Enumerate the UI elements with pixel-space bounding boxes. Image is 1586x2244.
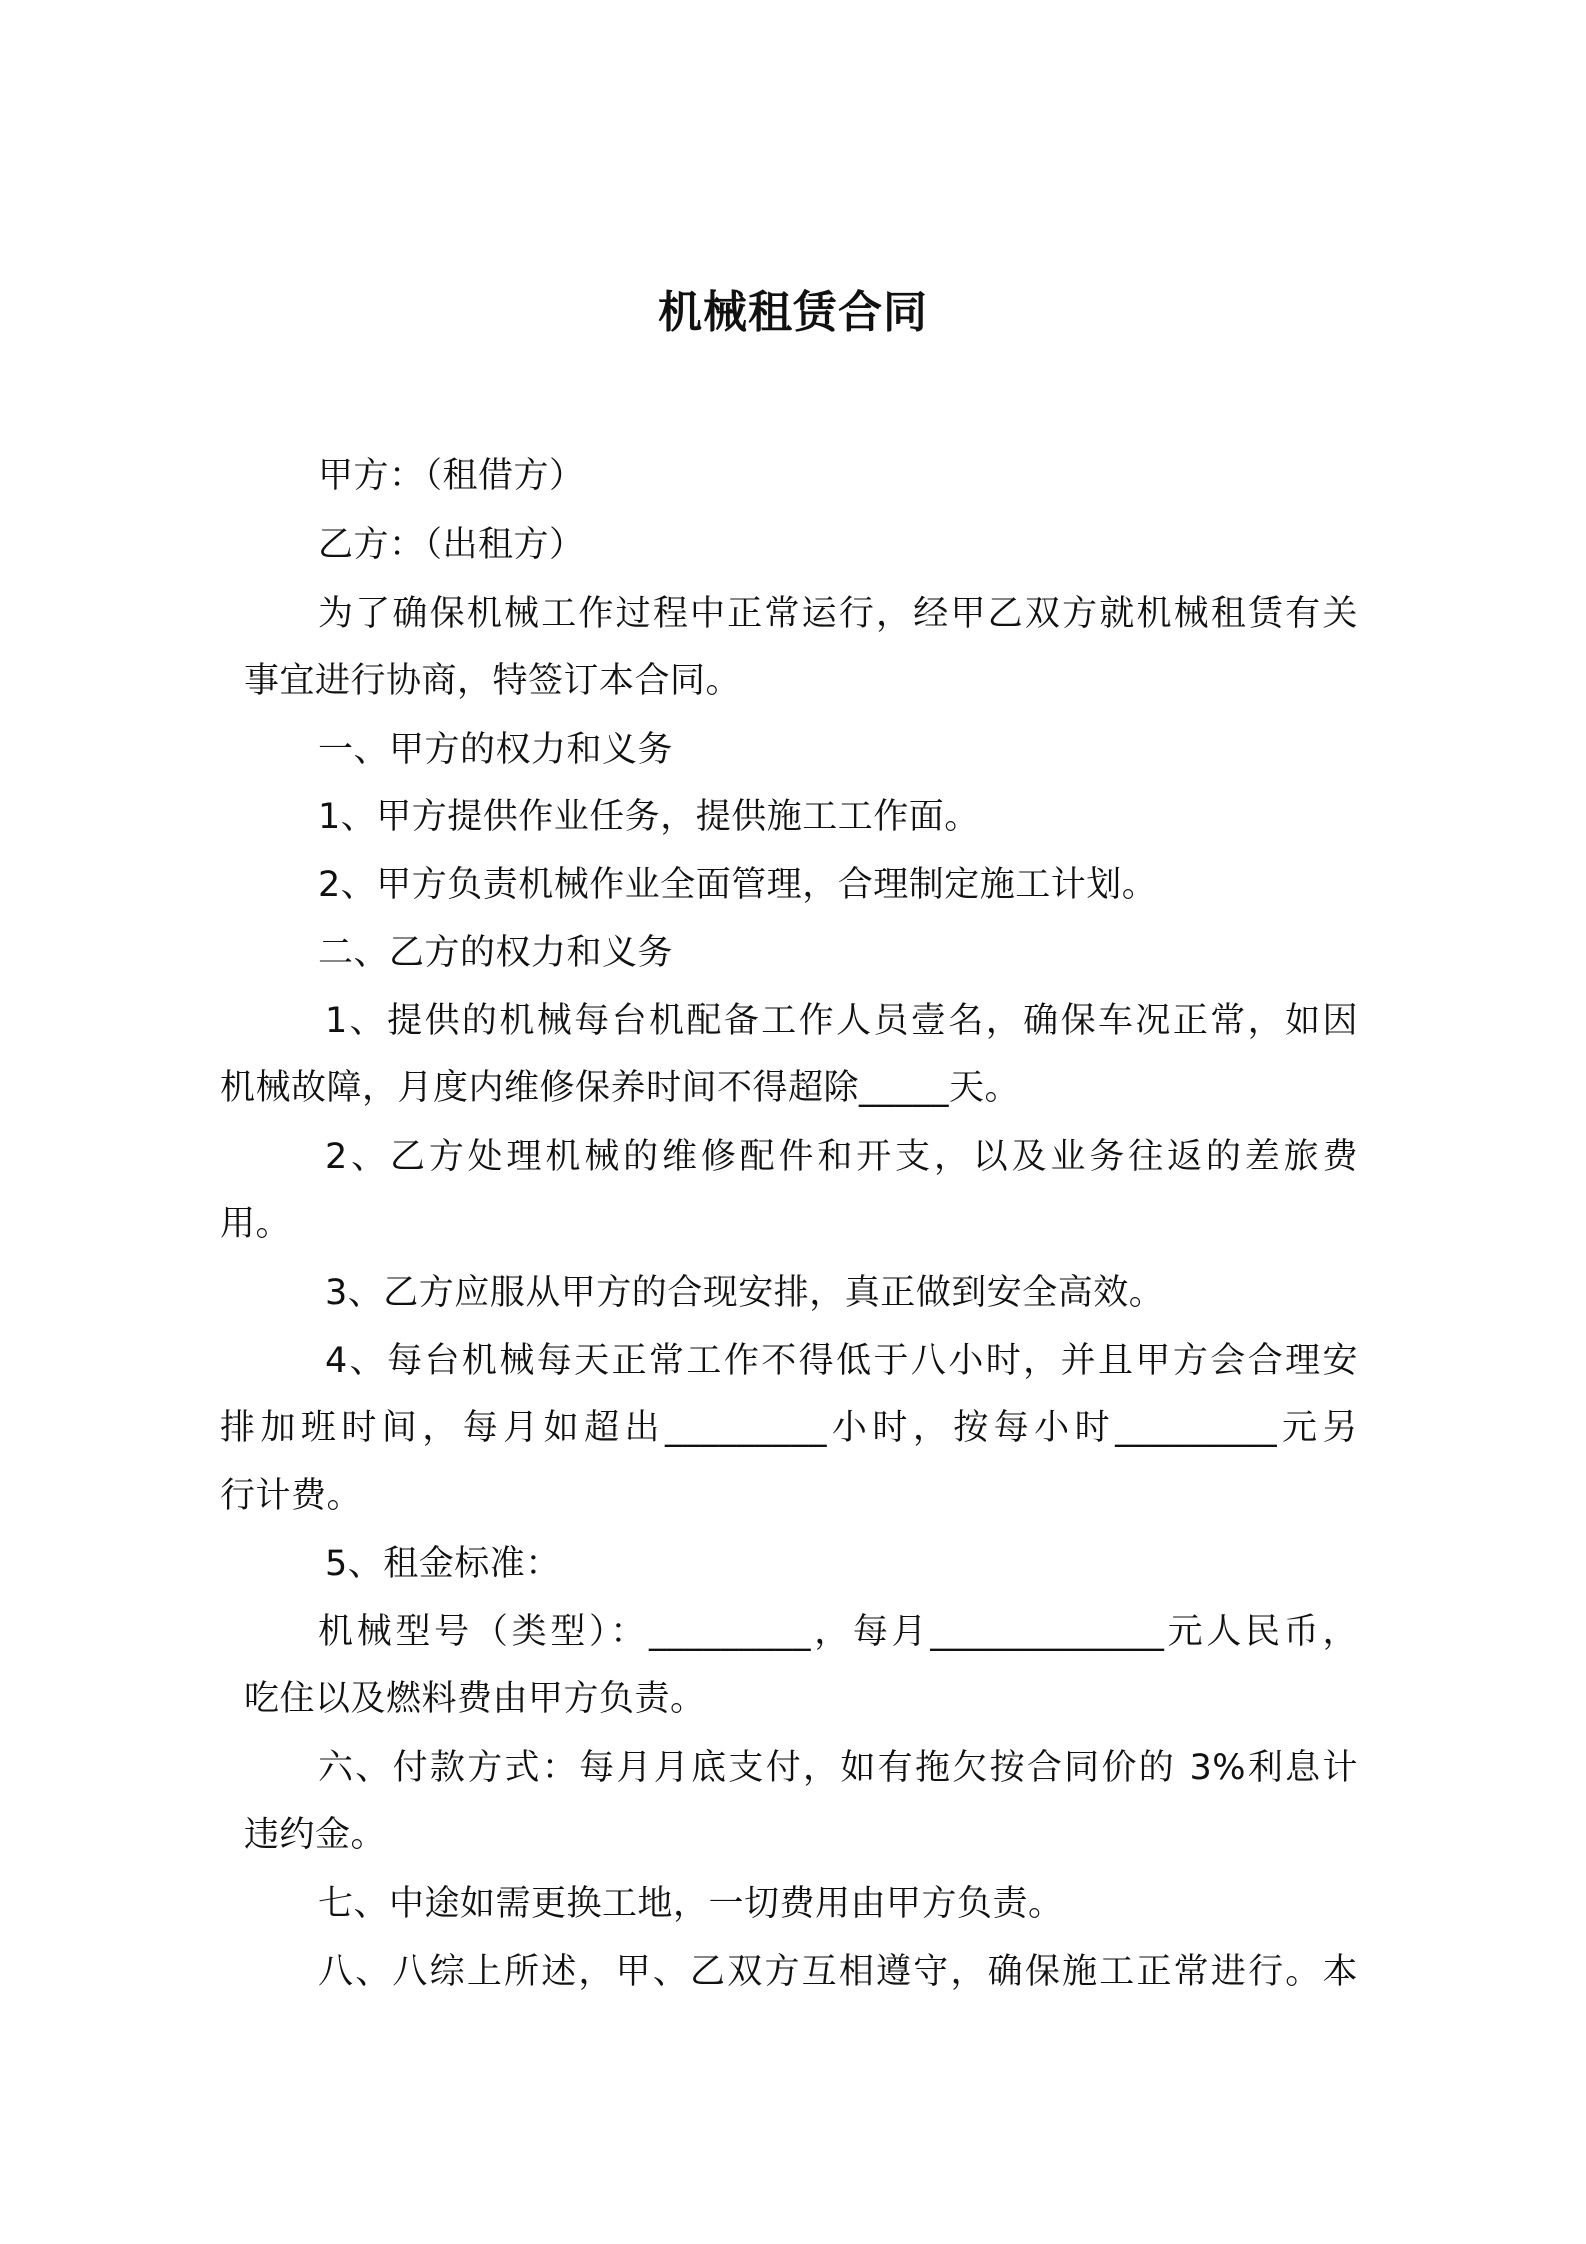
rent-standard-line-2: 吃住以及燃料费由甲方负责。	[244, 1679, 706, 1719]
intro-paragraph-line-2: 事宜进行协商，特签订本合同。	[244, 661, 742, 701]
party-b-clause-4-line-1: 4、每台机械每天正常工作不得低于八小时，并且甲方会合理安	[325, 1341, 1358, 1381]
rent-standard-line-1: 机械型号（类型）：_________，每月_____________元人民币，	[318, 1612, 1358, 1652]
payment-terms-line-2: 违约金。	[244, 1815, 387, 1855]
party-b-clause-2-line-1: 2、乙方处理机械的维修配件和开支，以及业务往返的差旅费	[325, 1137, 1358, 1177]
party-b-clause-4-line-2: 排加班时间，每月如超出_________小时，按每小时_________元另	[220, 1408, 1358, 1448]
party-b-clause-1-line-1: 1、提供的机械每台机配备工作人员壹名，确保车况正常，如因	[325, 1001, 1358, 1041]
party-b-clause-2-line-2: 用。	[220, 1204, 292, 1244]
section-heading-party-b: 二、乙方的权力和义务	[318, 933, 674, 973]
party-a-clause-1: 1、甲方提供作业任务，提供施工工作面。	[318, 797, 980, 837]
site-change-clause: 七、中途如需更换工地，一切费用由甲方负责。	[318, 1884, 1064, 1924]
party-a-clause-2: 2、甲方负责机械作业全面管理，合理制定施工计划。	[318, 865, 1158, 905]
party-b-clause-1-line-2: 机械故障，月度内维修保养时间不得超除_____天。	[220, 1068, 1021, 1108]
section-heading-party-a: 一、甲方的权力和义务	[318, 730, 674, 770]
party-b-clause-4-line-3: 行计费。	[220, 1476, 363, 1516]
payment-terms-line-1: 六、付款方式：每月月底支付，如有拖欠按合同价的 3%利息计	[318, 1748, 1358, 1788]
party-a-line: 甲方：（租借方）	[318, 456, 585, 496]
party-b-clause-3: 3、乙方应服从甲方的合现安排，真正做到安全高效。	[325, 1273, 1165, 1313]
intro-paragraph-line-1: 为了确保机械工作过程中正常运行，经甲乙双方就机械租赁有关	[318, 594, 1358, 634]
party-b-line: 乙方：（出租方）	[318, 525, 585, 565]
summary-clause-line-1: 八、八综上所述，甲、乙双方互相遵守，确保施工正常进行。本	[318, 1952, 1358, 1992]
party-b-clause-5: 5、租金标准：	[325, 1544, 561, 1584]
document-title: 机械租赁合同	[658, 287, 928, 338]
